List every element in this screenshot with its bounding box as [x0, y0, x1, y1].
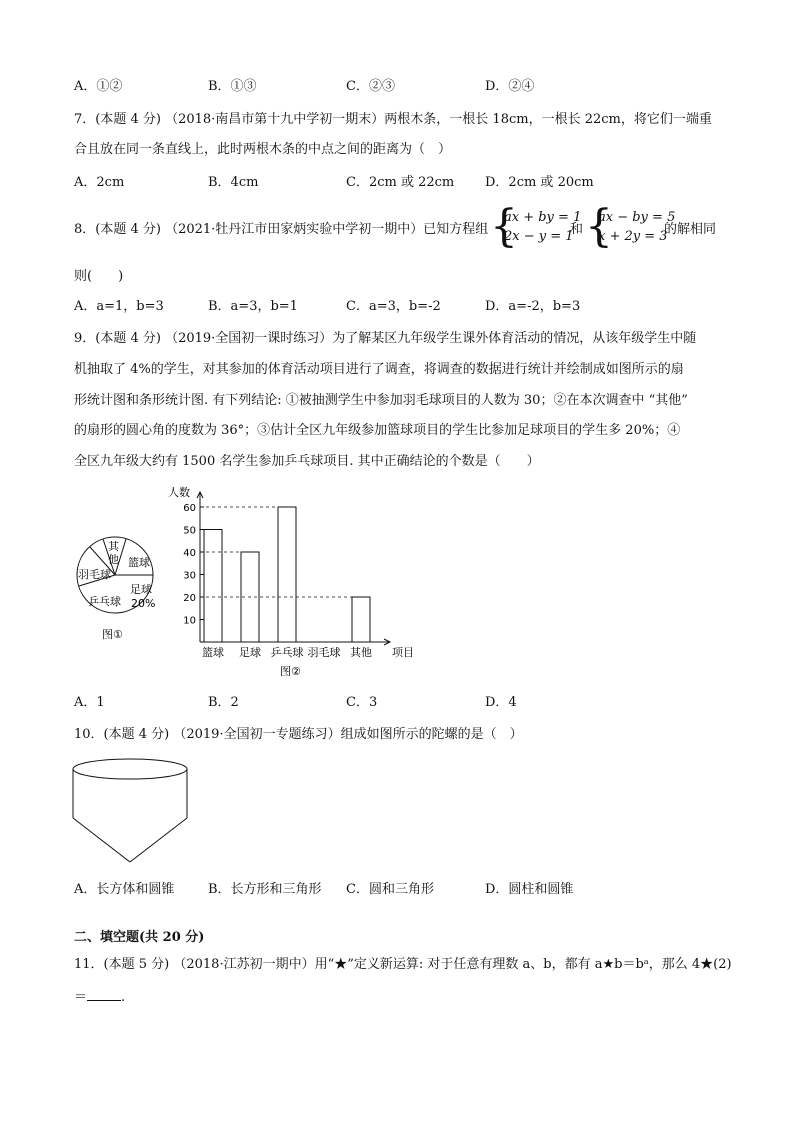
q11-stem-line1: 11．(本题 5 分) （2018·江苏初一期中）用“★”定义新运算: 对于任意有理数 a、b，都有 a★b＝bᵃ，那么 4★(2) [74, 957, 732, 972]
q9-stem-line2: 机抽取了 4%的学生，对其参加的体育活动项目进行了调查，将调查的数据进行统计并绘制成如图所示的扇 [74, 362, 684, 377]
pie-label-pingpong: 乒乓球 [88, 595, 121, 608]
q10-option-b: B．长方形和三角形 [208, 882, 322, 897]
bar-2 [278, 507, 296, 642]
q10-option-d: D．圆柱和圆锥 [485, 882, 574, 897]
bar-chart-figure [160, 482, 414, 682]
category-label-3: 羽毛球 [307, 646, 341, 659]
y-tick-label: 20 [183, 593, 196, 604]
q9-stem-line5: 全区九年级大约有 1500 名学生参加乒乓球项目. 其中正确结论的个数是（ ） [74, 454, 540, 469]
category-label-0: 篮球 [202, 646, 224, 659]
pie-label-basketball: 篮球 [128, 556, 150, 569]
q7-option-d: D．2cm 或 20cm [485, 175, 594, 190]
q9-stem-line3: 形统计图和条形统计图. 有下列结论: ①被抽测学生中参加羽毛球项目的人数为 30；②在本次调查中 “其他” [74, 393, 688, 408]
bar-0 [204, 530, 222, 643]
q8-sys2-eq1: ax − by = 5 [598, 210, 676, 225]
q10-option-a: A．长方体和圆锥 [74, 882, 175, 897]
q8-stem-prefix: 8．(本题 4 分) （2021·牡丹江市田家炳实验中学初一期中）已知方程组 [74, 222, 489, 237]
pie-label-football: 足球 [130, 583, 152, 596]
q8-option-d: D．a=-2，b=3 [485, 299, 581, 314]
x-axis-label: 项目 [392, 646, 414, 659]
q6-option-a: A．①② [74, 79, 123, 94]
q6-option-d: D．②④ [485, 79, 535, 94]
section-title: 二、填空题(共 20 分) [74, 930, 205, 945]
q8-option-a: A．a=1，b=3 [74, 299, 164, 314]
q8-sys1-eq1: ax + by = 1 [504, 210, 582, 225]
q9-option-a: A．1 [74, 695, 105, 710]
q8-brace-2: { [585, 201, 613, 252]
top-cone-right [130, 818, 187, 862]
y-tick-label: 10 [183, 615, 196, 627]
category-label-1: 足球 [239, 646, 261, 659]
q9-option-b: B．2 [208, 695, 239, 710]
q8-option-b: B．a=3，b=1 [208, 299, 298, 314]
q9-stem-line4: 的扇形的圆心角的度数为 36°；③估计全区九年级参加篮球项目的学生比参加足球项目的学生多 20%；④ [74, 423, 681, 438]
y-tick-label: 40 [183, 548, 196, 559]
q8-sys2-eq2: x + 2y = 3 [598, 229, 668, 244]
q9-option-d: D．4 [485, 695, 517, 710]
q7-stem-line1: 7．(本题 4 分) （2018·南昌市第十九中学初一期末）两根木条，一根长 18cm，一根长 22cm，将它们一端重 [74, 112, 712, 127]
q6-option-b: B．①③ [208, 79, 257, 94]
q11-period: . [121, 990, 126, 1005]
category-label-4: 其他 [350, 646, 372, 659]
q7-stem-line2: 合且放在同一条直线上，此时两根木条的中点之间的距离为（ ） [74, 142, 452, 157]
q9-stem-line1: 9．(本题 4 分) （2019·全国初一课时练习）为了解某区九年级学生课外体育活动的情况，从该年级学生中随 [74, 331, 697, 346]
q10-stem: 10．(本题 4 分) （2019·全国初一专题练习）组成如图所示的陀螺的是（ ） [74, 727, 523, 742]
pie-chart-figure [70, 520, 170, 650]
q8-sys1-eq2: 2x − y = 1 [504, 229, 574, 244]
q11-answer-blank[interactable] [87, 987, 121, 1001]
top-upper-ellipse [73, 759, 187, 779]
pie-label-badminton: 羽毛球 [78, 568, 111, 581]
top-cone-left [73, 818, 130, 862]
q8-brace-1: { [490, 201, 518, 252]
q8-stem-suffix: 的解相同 [664, 222, 717, 237]
category-label-2: 乒乓球 [270, 646, 304, 659]
q7-option-c: C．2cm 或 22cm [346, 175, 455, 190]
q7-option-b: B．4cm [208, 175, 259, 190]
q8-and: 和 [570, 222, 584, 237]
pie-label-football-percent: 20% [131, 597, 156, 610]
q8-stem-line2: 则( ) [74, 269, 124, 284]
q8-option-c: C．a=3，b=-2 [346, 299, 441, 314]
y-tick-label: 30 [183, 570, 196, 582]
spinning-top-figure [70, 756, 190, 868]
pie-caption: 图① [102, 628, 123, 641]
y-axis-label: 人数 [168, 486, 190, 499]
pie-label-other-2: 他 [108, 553, 119, 566]
q11-equals: ＝ [74, 990, 88, 1005]
pie-label-other-1: 其 [108, 540, 119, 553]
bar-4 [352, 597, 370, 642]
q10-option-c: C．圆和三角形 [346, 882, 434, 897]
y-tick-label: 60 [183, 503, 196, 514]
bar-chart-caption: 图② [280, 665, 301, 678]
q7-option-a: A．2cm [74, 175, 125, 190]
q6-option-c: C．②③ [346, 79, 395, 94]
q11-stem-line2 [74, 987, 125, 1007]
y-tick-label: 50 [183, 525, 196, 537]
q9-option-c: C．3 [346, 695, 378, 710]
